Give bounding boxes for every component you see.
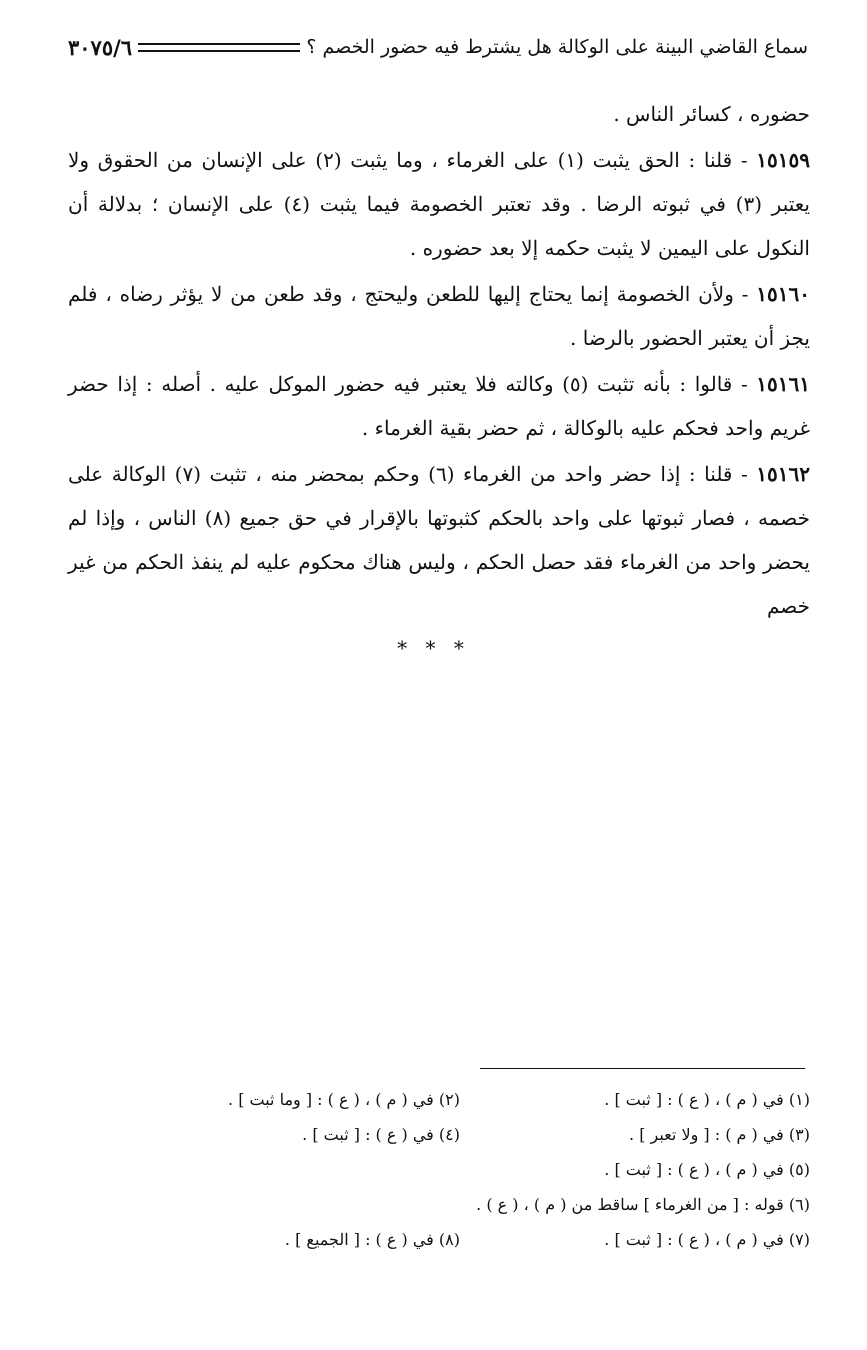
header-rule bbox=[138, 43, 300, 52]
footnote: (٢) في ( م ) ، ( ع ) : [ وما ثبت ] . bbox=[228, 1090, 460, 1109]
footnotes bbox=[110, 1082, 810, 1257]
footnote: (٨) في ( ع ) : [ الجميع ] . bbox=[284, 1230, 460, 1249]
footnote-row bbox=[110, 1082, 810, 1117]
paragraph bbox=[68, 92, 810, 136]
page-number: ٣٠٧٥/٦ bbox=[68, 34, 133, 60]
footnote-rule bbox=[480, 1068, 805, 1069]
paragraph bbox=[68, 272, 810, 360]
paragraph-number: ١٥١٦٢ bbox=[756, 462, 811, 486]
paragraph-number: ١٥١٥٩ bbox=[756, 148, 811, 172]
footnote: (٤) في ( ع ) : [ ثبت ] . bbox=[302, 1125, 460, 1144]
paragraph-number: ١٥١٦١ bbox=[756, 372, 810, 396]
footnote: (١) في ( م ) ، ( ع ) : [ ثبت ] . bbox=[604, 1090, 810, 1109]
paragraph-text: - قالوا : بأنه تثبت (٥) وكالته فلا يعتبر فيه حضور الموكل عليه . أصله : إذا حضر غريم واحد فحكم عليه بالوكالة ، ثم حضر بقية الغرماء . bbox=[68, 372, 810, 440]
paragraph bbox=[68, 138, 810, 270]
running-header bbox=[68, 30, 808, 64]
paragraph-text: - قلنا : إذا حضر واحد من الغرماء (٦) وحكم بمحضر منه ، تثبت (٧) الوكالة على خصمه ، فصار ثبوتها على واحد بالحكم كثبوتها بالإقرار في حق جميع (٨) الناس ، وإذا لم يحضر واحد من الغرماء فقد حصل الحكم ، وليس هناك محكوم عليه لم ينفذ الحكم من غير خصم bbox=[68, 462, 810, 618]
paragraph bbox=[68, 452, 810, 628]
section-separator: * * * bbox=[397, 636, 470, 660]
paragraph-text: - قلنا : الحق يثبت (١) على الغرماء ، وما يثبت (٢) على الإنسان من الحقوق ولا يعتبر (٣) في ثبوته الرضا . وقد تعتبر الخصومة فيما يثبت (٤) على الإنسان ؛ بدلالة أن النكول على اليمين لا يثبت حكمه إلا بعد حضوره . bbox=[68, 148, 810, 260]
footnote: (٥) في ( م ) ، ( ع ) : [ ثبت ] . bbox=[604, 1160, 810, 1179]
paragraph-number: ١٥١٦٠ bbox=[756, 282, 810, 306]
footnote-row bbox=[110, 1222, 810, 1257]
footnote: (٣) في ( م ) : [ ولا تعبر ] . bbox=[629, 1125, 810, 1144]
paragraph bbox=[68, 362, 810, 450]
header-title: سماع القاضي البينة على الوكالة هل يشترط فيه حضور الخصم ؟ bbox=[306, 36, 808, 58]
footnote-row bbox=[110, 1152, 810, 1187]
footnote: (٧) في ( م ) ، ( ع ) : [ ثبت ] . bbox=[604, 1230, 810, 1249]
footnote-row bbox=[110, 1117, 810, 1152]
paragraph-text: - ولأن الخصومة إنما يحتاج إليها للطعن وليحتج ، وقد طعن من لا يؤثر رضاه ، فلم يجز أن يعتبر الحضور بالرضا . bbox=[68, 282, 810, 350]
footnote-row bbox=[110, 1187, 810, 1222]
paragraph-text: حضوره ، كسائر الناس . bbox=[613, 102, 810, 126]
main-text bbox=[68, 92, 810, 630]
footnote: (٦) قوله : [ من الغرماء ] ساقط من ( م ) ، ( ع ) . bbox=[476, 1195, 810, 1214]
